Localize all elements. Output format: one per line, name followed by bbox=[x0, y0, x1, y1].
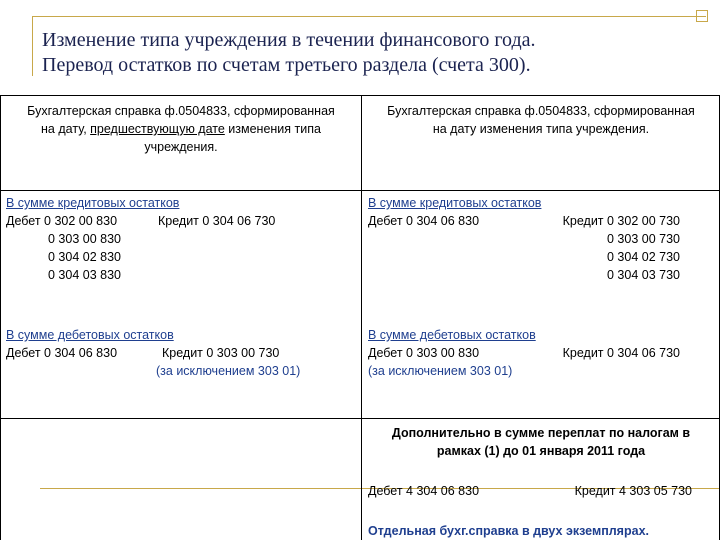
debit-left-note-row bbox=[6, 362, 356, 380]
table-border-top bbox=[0, 95, 720, 96]
debit-left-entry bbox=[6, 344, 356, 362]
header-left-line-2 bbox=[2, 120, 360, 138]
header-right-line-1: Бухгалтерская справка ф.0504833, сформированная bbox=[387, 104, 695, 118]
credit-left-extra-1 bbox=[6, 230, 356, 248]
overpayment-heading-line-1: Дополнительно в сумме переплат по налогам в bbox=[391, 426, 691, 440]
debit-left-credit: Кредит 0 303 00 730 bbox=[162, 346, 280, 360]
credit-left-debit: Дебет 0 302 00 830 bbox=[6, 214, 118, 228]
debit-left-heading: В сумме дебетовых остатков bbox=[6, 328, 174, 342]
header-right-line-2: на дату изменения типа учреждения. bbox=[432, 122, 650, 136]
credit-left-heading: В сумме кредитовых остатков bbox=[6, 196, 180, 210]
credit-right-entry bbox=[368, 212, 680, 230]
overpayment-debit: Дебет 4 304 06 830 bbox=[368, 484, 480, 498]
header-right-cell bbox=[363, 102, 719, 138]
credit-right-extra-3 bbox=[368, 266, 680, 284]
header-left-cell bbox=[2, 102, 360, 156]
header-left-line-1: Бухгалтерская справка ф.0504833, сформированная bbox=[27, 104, 335, 118]
debit-right-entry bbox=[368, 344, 680, 362]
decor-right-square bbox=[696, 10, 708, 22]
header-left-line-3: учреждения. bbox=[144, 140, 218, 154]
slide-title bbox=[42, 28, 702, 78]
debit-right-note-row bbox=[368, 362, 680, 380]
table-row-divider-2 bbox=[0, 418, 720, 419]
credit-right-credit: Кредит 0 302 00 730 bbox=[562, 214, 680, 228]
decor-top-line bbox=[32, 16, 706, 17]
overpayment-heading-line-2: рамках (1) до 01 января 2011 года bbox=[436, 444, 646, 458]
table-row-divider-1 bbox=[0, 190, 720, 191]
credit-left-extra-debit-1: 0 303 00 830 bbox=[48, 232, 121, 246]
table-border-left bbox=[0, 95, 1, 540]
title-line-1: Изменение типа учреждения в течении финансового года. bbox=[42, 29, 536, 51]
debit-right-credit: Кредит 0 304 06 730 bbox=[562, 346, 680, 360]
debit-right-debit: Дебет 0 303 00 830 bbox=[368, 346, 480, 360]
decor-left-line bbox=[32, 16, 33, 76]
credit-right-extra-1 bbox=[368, 230, 680, 248]
credit-left-entry bbox=[6, 212, 356, 230]
debit-left-cell bbox=[6, 326, 356, 380]
debit-right-heading: В сумме дебетовых остатков bbox=[368, 328, 536, 342]
credit-right-extra-2 bbox=[368, 248, 680, 266]
credit-right-extra-credit-3: 0 304 03 730 bbox=[607, 268, 680, 282]
overpayment-credit: Кредит 4 303 05 730 bbox=[574, 484, 692, 498]
overpayment-heading bbox=[363, 424, 719, 460]
credit-right-extra-credit-1: 0 303 00 730 bbox=[607, 232, 680, 246]
credit-right-heading: В сумме кредитовых остатков bbox=[368, 196, 542, 210]
credit-right-debit: Дебет 0 304 06 830 bbox=[368, 214, 480, 228]
credit-left-cell bbox=[6, 194, 356, 284]
overpayment-footer: Отдельная бухг.справка в двух экземплярах. bbox=[368, 524, 649, 538]
header-left-line-2-prefix: на дату, bbox=[41, 122, 91, 136]
header-left-line-2-underlined: предшествующую дате bbox=[90, 122, 225, 136]
credit-left-extra-3 bbox=[6, 266, 356, 284]
debit-right-note: (за исключением 303 01) bbox=[368, 364, 513, 378]
credit-right-cell bbox=[368, 194, 680, 284]
debit-right-cell bbox=[368, 326, 680, 380]
header-left-line-2-suffix: изменения типа bbox=[224, 122, 321, 136]
debit-left-note: (за исключением 303 01) bbox=[156, 364, 301, 378]
credit-right-extra-credit-2: 0 304 02 730 bbox=[607, 250, 680, 264]
table-column-divider bbox=[361, 95, 362, 540]
credit-left-extra-debit-3: 0 304 03 830 bbox=[48, 268, 121, 282]
overpayment-entry bbox=[368, 482, 692, 500]
credit-left-extra-debit-2: 0 304 02 830 bbox=[48, 250, 121, 264]
title-line-2: Перевод остатков по счетам третьего раздела (счета 300). bbox=[42, 54, 531, 76]
credit-left-extra-2 bbox=[6, 248, 356, 266]
credit-left-credit: Кредит 0 304 06 730 bbox=[158, 214, 276, 228]
debit-left-debit: Дебет 0 304 06 830 bbox=[6, 346, 118, 360]
